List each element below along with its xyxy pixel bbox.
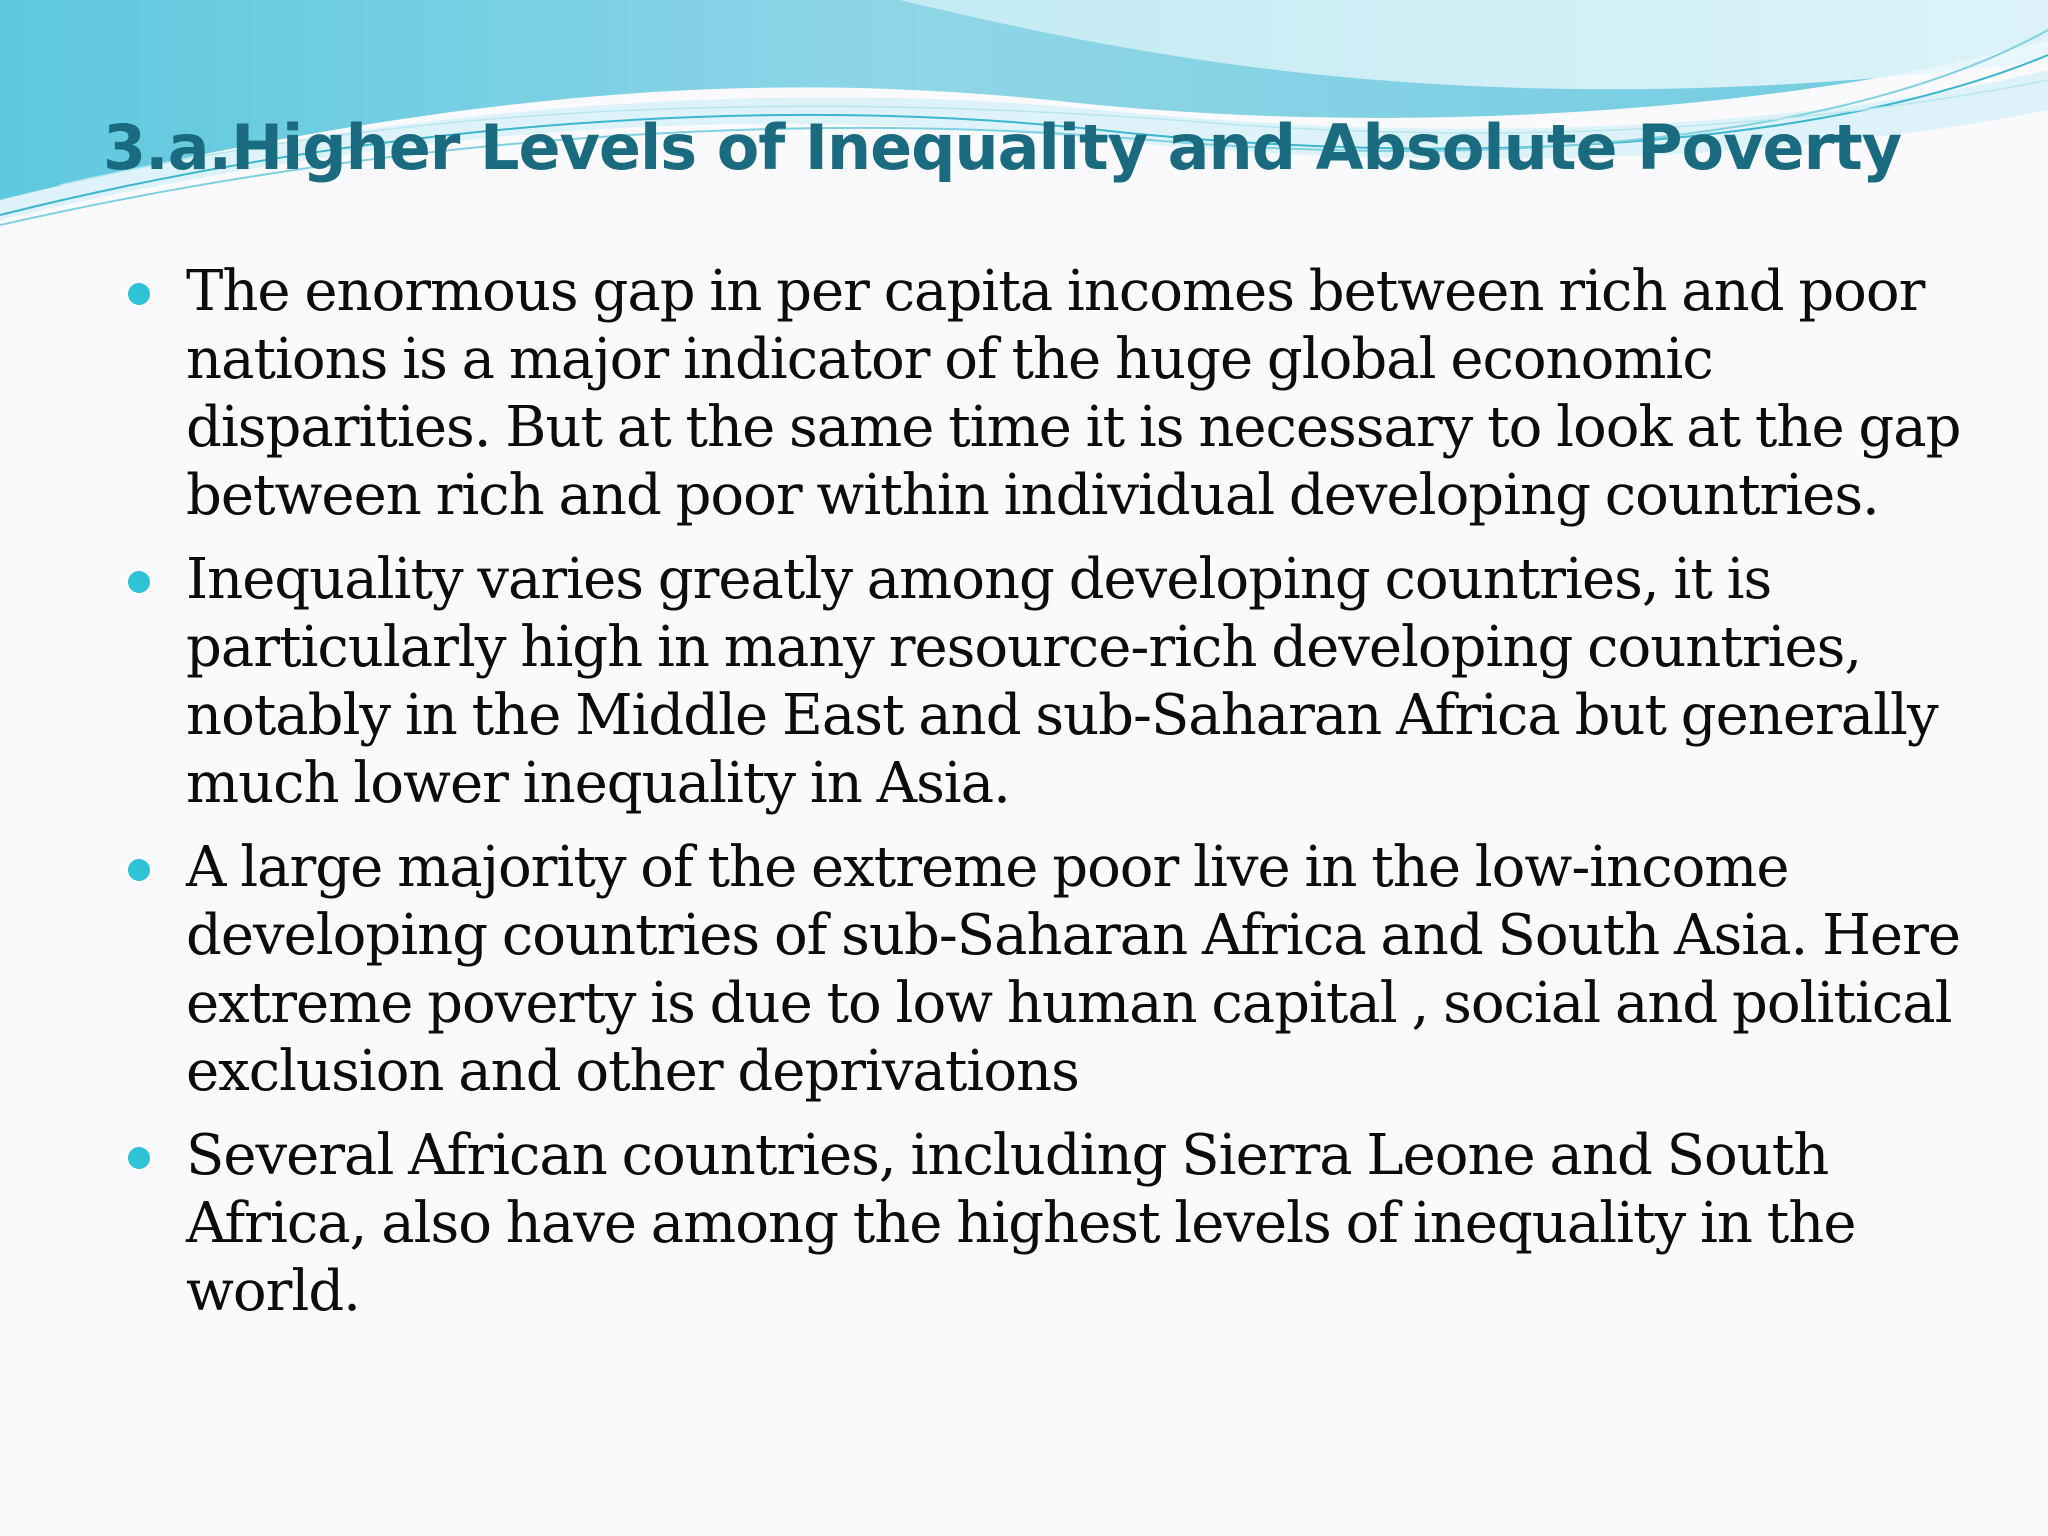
bullet-icon	[128, 571, 150, 593]
bullet-list	[120, 258, 1980, 1342]
bullet-item	[120, 834, 1980, 1106]
bullet-icon	[128, 1147, 150, 1169]
bullet-text: The enormous gap in per capita incomes between rich and poor nations is a major indicator of the huge global economic disparities. But at the same time it is necessary to look at the gap between rich and poor within individual developing countries.	[186, 259, 1961, 528]
bullet-text: A large majority of the extreme poor live in the low-income developing countries of sub-Saharan Africa and South Asia. Here extreme poverty is due to low human capital , social and political exclusion and other deprivations	[186, 835, 1960, 1104]
bullet-text: Several African countries, including Sierra Leone and South Africa, also have among the highest levels of inequality in the world.	[186, 1123, 1856, 1324]
bullet-icon	[128, 283, 150, 305]
bullet-item	[120, 1122, 1980, 1326]
slide-title: 3.a.Higher Levels of Inequality and Absolute Poverty	[103, 111, 1902, 184]
bullet-item	[120, 546, 1980, 818]
bullet-item	[120, 258, 1980, 530]
bullet-icon	[128, 859, 150, 881]
bullet-text: Inequality varies greatly among developing countries, it is particularly high in many resource-rich developing countries, notably in the Middle East and sub-Saharan Africa but generally much lower inequality in Asia.	[186, 547, 1938, 816]
